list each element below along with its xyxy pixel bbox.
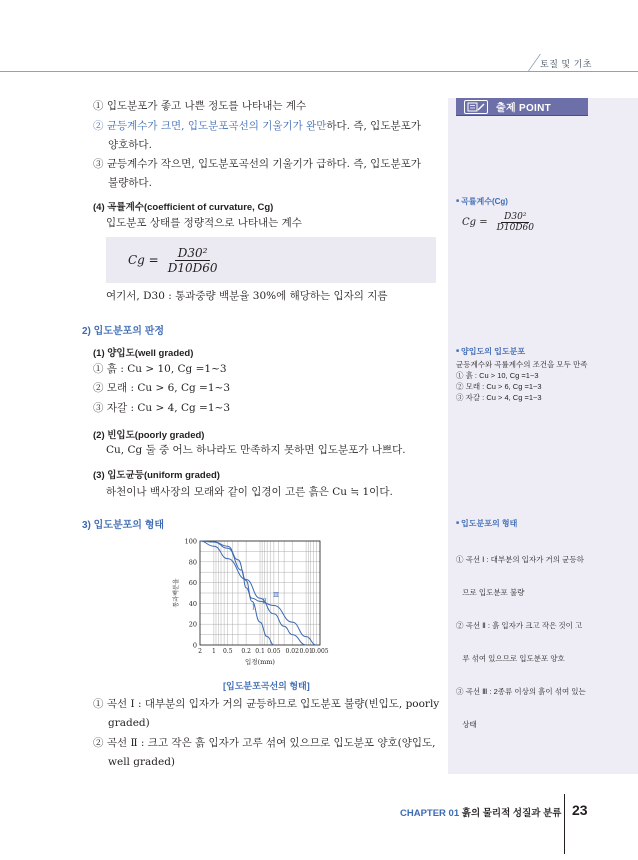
sidebar-wellgraded-list xyxy=(456,359,590,403)
formula-lhs: Cg = xyxy=(128,253,159,267)
y-tick-label: 0 xyxy=(192,641,197,650)
x-tick-label: 0.005 xyxy=(311,648,329,655)
point-tab xyxy=(456,98,588,116)
text-curve-1-cont: graded) xyxy=(108,717,150,729)
x-tick-label: 2 xyxy=(198,648,202,655)
header-section-title: 토질 및 기초 xyxy=(540,59,592,69)
sidebar-shape-line: 루 섞여 있으므로 입도분포 양호 xyxy=(456,654,565,663)
text-curve-1: ① 곡선 Ⅰ : 대부분의 입자가 거의 균등하므로 입도분포 불량(빈입도, poorly xyxy=(93,698,440,710)
x-tick-label: 0.02 xyxy=(285,648,299,655)
x-tick-label: 0.05 xyxy=(267,648,281,655)
x-tick-label: 1 xyxy=(211,648,216,655)
sidebar-wellgraded-line: ② 모래 : Cu > 6, Cg =1~3 xyxy=(456,382,542,391)
curve-label: Ⅰ xyxy=(251,603,255,612)
heading-well-graded: (1) 양입도(well graded) xyxy=(93,348,194,359)
curve-label: Ⅱ xyxy=(262,597,267,606)
sidebar-formula-numerator: D30² xyxy=(501,212,529,223)
sidebar-formula-denominator: D10D60 xyxy=(496,223,534,233)
text-item-1: ① 입도분포가 좋고 나쁜 정도를 나타내는 계수 xyxy=(93,100,307,112)
text-curvature-desc: 입도분포 상태를 정량적으로 나타내는 계수 xyxy=(106,217,302,229)
formula-curvature xyxy=(128,240,221,280)
sidebar-wellgraded-line: ③ 자갈 : Cu > 4, Cg =1~3 xyxy=(456,393,542,402)
y-axis-label: 통과백분율 xyxy=(173,578,180,608)
sidebar-wellgraded-line: 균등계수와 곡률계수의 조건을 모두 만족 xyxy=(456,360,588,369)
x-tick-label: 0.2 xyxy=(241,648,251,655)
heading-curvature: (4) 곡률계수(coefficient of curvature, Cg) xyxy=(93,202,274,213)
sidebar-shape-line: ② 곡선 Ⅱ : 흙 입자가 크고 작은 것이 고 xyxy=(456,621,583,630)
text-item-3-cont: 불량하다. xyxy=(108,177,152,189)
sidebar-shape-line: ③ 곡선 Ⅲ : 2종류 이상의 흙이 섞여 있는 xyxy=(456,687,586,696)
pencil-note-icon xyxy=(464,100,488,114)
sidebar-formula-lhs: Cg = xyxy=(462,217,488,228)
formula-numerator: D30² xyxy=(175,246,211,261)
x-tick-label: 0.5 xyxy=(222,648,233,655)
grain-size-chart xyxy=(160,536,360,666)
figure-caption: [입도분포곡선의 형태] xyxy=(223,681,310,691)
sidebar-curvature-title: ■ 곡률계수(Cg) xyxy=(456,196,508,207)
curve-label: Ⅲ xyxy=(272,591,280,600)
section-heading-shape: 3) 입도분포의 형태 xyxy=(82,520,165,531)
y-tick-label: 60 xyxy=(188,579,197,588)
sidebar-wellgraded-line: ① 흙 : Cu > 10, Cg =1~3 xyxy=(456,371,539,380)
text-item-2 xyxy=(93,118,421,134)
point-label: 출제 POINT xyxy=(496,103,552,114)
x-tick-label: 0.01 xyxy=(299,648,313,655)
y-tick-label: 20 xyxy=(188,620,197,629)
text-well-graded-soil: ① 흙 : Cu > 10, Cg =1~3 xyxy=(93,363,227,375)
heading-poorly-graded: (2) 빈입도(poorly graded) xyxy=(93,430,205,441)
sidebar-curvature-formula xyxy=(462,212,537,233)
formula-denominator: D10D60 xyxy=(167,260,218,275)
footer-chapter xyxy=(400,805,561,819)
y-tick-label: 80 xyxy=(188,558,197,567)
text-well-graded-gravel: ③ 자갈 : Cu > 4, Cg =1~3 xyxy=(93,402,231,414)
sidebar-shape-list xyxy=(456,532,590,741)
footer-chapter-number: CHAPTER 01 xyxy=(400,808,460,819)
text-item-2-cont: 양호하다. xyxy=(108,139,152,151)
sidebar-wellgraded-title: ■ 양입도의 입도분포 xyxy=(456,346,525,357)
text-item-2-rest: 하다. 즉, 입도분포가 xyxy=(326,120,421,132)
text-curve-2-cont: well graded) xyxy=(108,756,176,768)
text-poorly-graded: Cu, Cg 둘 중 어느 하나라도 만족하지 못하면 입도분포가 나쁘다. xyxy=(106,444,406,456)
sidebar-shape-line: 므로 입도분포 불량 xyxy=(456,588,525,597)
sidebar-shape-title: ■ 입도분포의 형태 xyxy=(456,518,517,529)
heading-uniform-graded: (3) 입도균등(uniform graded) xyxy=(93,470,220,481)
text-curve-2: ② 곡선 Ⅱ : 크고 작은 흙 입자가 고루 섞여 있으므로 입도분포 양호(양입도, xyxy=(93,737,436,749)
text-item-2-highlight: ② 균등계수가 크면, 입도분포곡선의 기울기가 완만 xyxy=(93,120,327,132)
y-tick-label: 100 xyxy=(184,537,197,546)
text-uniform-graded: 하천이나 백사장의 모래와 같이 입경이 고른 흙은 Cu ≒ 1이다. xyxy=(106,486,393,498)
y-tick-label: 40 xyxy=(188,599,197,608)
footer-chapter-title: 흙의 물리적 성질과 분류 xyxy=(461,808,562,819)
section-heading-judgement: 2) 입도분포의 판정 xyxy=(82,326,165,337)
text-where-d30: 여기서, D30 : 통과중량 백분율 30%에 해당하는 입자의 지름 xyxy=(106,290,388,302)
header-rule xyxy=(0,71,540,72)
x-tick-label: 0.1 xyxy=(255,648,265,655)
x-axis-label: 입경(mm) xyxy=(245,658,275,666)
footer-divider xyxy=(564,794,565,854)
page-number: 23 xyxy=(572,802,588,818)
text-well-graded-sand: ② 모래 : Cu > 6, Cg =1~3 xyxy=(93,382,231,394)
text-item-3: ③ 균등계수가 작으면, 입도분포곡선의 기울기가 급하다. 즉, 입도분포가 xyxy=(93,158,421,170)
sidebar-shape-line: 상태 xyxy=(456,720,477,729)
sidebar-shape-line: ① 곡선 Ⅰ : 대부분의 입자가 거의 균등하 xyxy=(456,555,584,564)
